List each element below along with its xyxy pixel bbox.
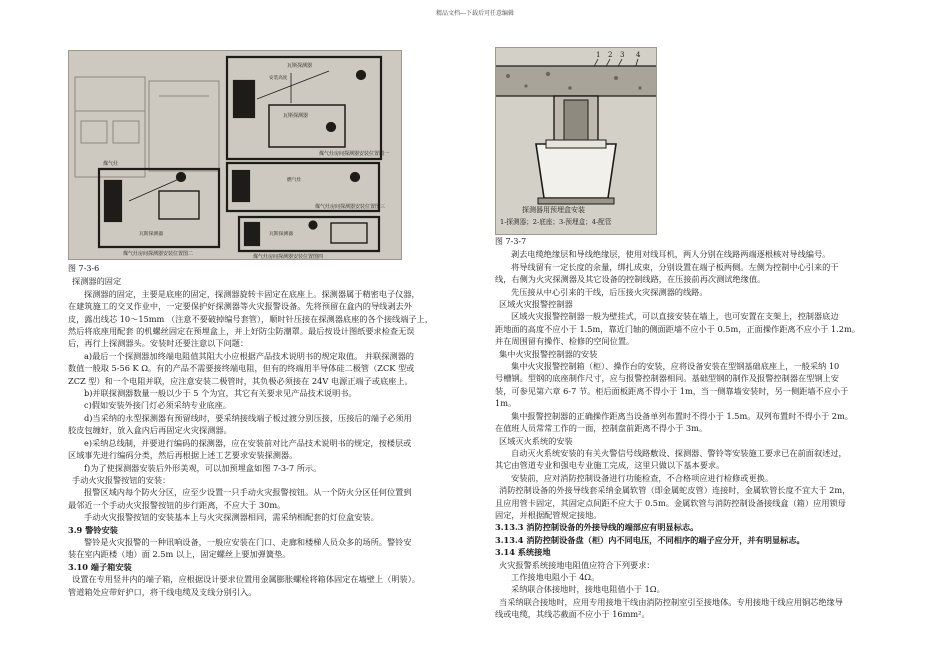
text-line: 固定，并根据配管规定接地。 <box>495 509 602 520</box>
text-line: 后，再行上探测器头。安装时还要注意以下问题： <box>68 338 249 349</box>
text-line: 工作接地电阻小于 4Ω。 <box>511 571 600 582</box>
text-line: 其它由管道专业和强电专业施工完成，这里只做以下基本要求。 <box>495 460 725 471</box>
figure-caption: 图 7-3-7 <box>495 237 527 246</box>
text-line: 数值一般取 5-56 K Ω。有的产品不需要接终端电阻，但有的终端用半导体硅二极管（ZCK 型或 <box>68 363 415 374</box>
figure-detector-embedded-box <box>495 47 657 235</box>
page-header: 精品文档---下载后可任意编辑 <box>435 10 515 17</box>
label-t3: 瓦斯探测器 <box>283 113 309 119</box>
text-line: 集中火灾报警控制箱（柜）、操作台的安装，应将设备安装在型钢基础底座上，一般采纳 10 <box>511 361 840 372</box>
section-heading: 3.13.3 消防控制设备的外接导线的端部应有明显标志。 <box>495 522 699 533</box>
text-line: 区域火灾报警控制器 <box>499 299 573 310</box>
text-line: 报警区域内每个防火分区，应至少设置一只手动火灾报警按钮。从一个防火分区任何位置到 <box>84 487 412 498</box>
callout-4: 4 <box>636 51 641 59</box>
left-text-column <box>68 263 433 598</box>
text-line: 最邻近一个手动火灾报警按钮的步行距离，不应大于 30m。 <box>68 499 286 510</box>
text-line: 手动火灾报警按钮的安装： <box>72 474 171 485</box>
text-line: 1m。 <box>495 398 517 409</box>
text-line: c)假如安装外接门灯必须采纳专业底座。 <box>84 400 231 411</box>
figure-right-legend: 1-探测器；2-底座；3-预埋盒；4-配管 <box>500 218 612 226</box>
text-line: 探测器的固定 <box>72 276 122 287</box>
text-line: 当采纳联合接地时，应用专用接地干线由消防控制室引至接地体。专用接地干线应用铜芯绝缘导 <box>499 596 843 607</box>
text-line: 在值班人员常常工作的一面，控制盘前距离不得小于 3m。 <box>495 423 708 434</box>
text-line: 区域火灾报警控制器一般为壁挂式，可以直接安装在墙上，也可安置在支架上，控制器底边 <box>511 311 839 322</box>
text-line: 集中火灾报警控制器的安装 <box>499 348 598 359</box>
text-line: 皮，露出线芯 10～15mm （注意不要破掉编号套管），顺时针压接在探测器底座的各个接线端子上， <box>68 313 433 324</box>
right-text-column <box>495 236 860 621</box>
figure-caption: 图 7-3-6 <box>68 264 100 273</box>
text-line: 自动灭火系统安装的有关火警信号线路敷设、探测器、警铃等安装施工要求已在前面叙述过， <box>511 447 847 458</box>
text-line: 火灾报警系统接地电阻值应符合下列要求： <box>499 559 655 570</box>
text-line: ZCZ 型）和一个电阻并联，应注意安装二极管时，其负极必须接在 24V 电源正端子或底座上。 <box>68 375 413 386</box>
text-line: a)最后一个探测器加终端电阻值其阻大小应根据产品技术说明书的规定取值。 并联探测器的 <box>84 350 414 361</box>
figure-detector-installation-plans <box>68 50 402 260</box>
text-line: d)当采纳的永型探测器有预留线时，要采纳接线端子板过渡分别压接，压接后的端子必须用 <box>84 412 412 423</box>
text-line: 采纳联合体接地时，接地电阻值小于 1Ω。 <box>511 584 665 595</box>
text-line: 区域灭火系统的安装 <box>499 435 573 446</box>
text-line: 线或电缆，其线芯截面不应小于 16mm²。 <box>495 609 650 620</box>
text-line: 设置在专用竖井内的端子箱，应根据设计要求位置用金属膨胀螺栓将箱体固定在墙壁上（明装）。 <box>72 574 420 585</box>
text-line: 号槽钢。型钢的底座制作尺寸，应与报警控制器相同。基础型钢的制作及报警控制器在型钢上安 <box>495 373 839 384</box>
text-line: 手动火灾报警按钮的安装基本上与火灾探测器相同，需采纳相配套的灯位盒安装。 <box>84 512 379 523</box>
label-t6: 煤气灶 <box>103 161 119 167</box>
text-line: 在建筑施工的交叉作业中，一定要保护好探测器等火灾报警设备。先将预留在盒内的导线剥去外 <box>68 301 412 312</box>
text-line: 装，可参见第六章 6-7 节。柜后面板距离不得小于 1m，当一侧靠墙安装时，另一侧距墙不应小于 <box>495 385 849 396</box>
section-heading: 3.14 系统接地 <box>495 547 551 558</box>
text-line: 警铃是火灾报警的一种讯响设备，一般应安装在门口、走廊和楼梯人员众多的场所。警铃安 <box>84 536 412 547</box>
callout-3: 3 <box>620 51 625 59</box>
text-line: 并在周围留有操作、检修的空间位置。 <box>495 336 635 347</box>
text-line: 胶皮包缠好，放入盒内后再固定火灾探测器。 <box>68 425 232 436</box>
label-t4: 煤气灶房间探测器安装位置图一 <box>319 151 390 157</box>
label-t2: 安装高度 <box>269 76 288 81</box>
text-line: 距地面的高度不应小于 1.5m，靠近门轴的侧面距墙不应小于 0.5m，正面操作距离不应小于 1.2m。 <box>495 323 860 334</box>
label-t5: 煤气灶房间探测器安装位置图三 <box>315 204 386 210</box>
section-heading: 3.13.4 消防控制设备盘（柜）内不同电压，不同相序的端子应分开，并有明显标志。 <box>495 534 805 545</box>
text-line: 先压接从中心引来的干线，后压接火灾探测器的线路。 <box>511 286 708 297</box>
text-line: 将导线留有一定长度的余量，绑扎成束，分别设置在端子板两侧。左侧为控制中心引来的干 <box>511 261 839 272</box>
figure-right-title: 探测器用预埋盒安装 <box>522 206 585 214</box>
text-line: 消防控制设备的外接导线套采纳金属软管（即金属蛇皮管）连接时，金属软管长度不宜大于 2m， <box>499 485 851 496</box>
callout-1: 1 <box>596 51 601 59</box>
text-line: 安装前，应对消防控制设备进行功能检查，不合格项应进行检修或更换。 <box>511 472 774 483</box>
section-heading: 3.9 警铃安装 <box>68 524 118 535</box>
label-t7: 煤气灶房间探测器安装位置图二 <box>123 251 194 257</box>
section-heading: 3.10 端子箱安装 <box>68 561 132 572</box>
text-line: f)为了使探测器安装后外形美观，可以加预埋盒如图 7-3-7 所示。 <box>84 462 322 473</box>
text-line: 且应用管卡固定，其固定点间距不应大于 0.5m。金属软管与消防控制设备接线盒（箱）应用锁母 <box>495 497 846 508</box>
text-line: 探测器的固定，主要是底座的固定，探测器旋转卡固定在底座上。探测器属于精密电子仪器， <box>84 288 420 299</box>
text-line: 线，右侧为火灾探测器及其它设备的控制线路，在压接前再次测试绝缘值。 <box>495 274 766 285</box>
text-line: 区域事先进行编码分类，然后再根据上述工艺要求安装探测器。 <box>68 450 298 461</box>
text-line: 管道箱处应带好护口，将干线电缆及支线分别引入。 <box>68 586 257 597</box>
label-t8: 煤气灶房间探测器安装位置图四 <box>253 254 324 259</box>
callout-2: 2 <box>608 51 613 59</box>
text-line: e)采纳总线制，并要进行编码的探测器，应在安装前对比产品技术说明书的规定，按楼层或 <box>84 437 412 448</box>
text-line: 装在室内距楼（地）面 2.5m 以上，固定螺丝上要加弹簧垫。 <box>68 549 291 560</box>
text-line: 然后将底座用配套 的机螺丝固定在预埋盒上，并上好防尘防潮罩。最后按设计图纸要求检查无误 <box>68 326 415 337</box>
label-t9: 瓦斯探测器 <box>139 232 163 237</box>
text-line: 集中报警控制器的正确操作距离当设备单列布置时不得小于 1.5m。双列布置时不得小于 2m。 <box>511 410 853 421</box>
text-line: b)并联探测器数量一般以少于 5 个为宜，其它有关要求见产品技术说明书。 <box>84 388 357 399</box>
text-line: 剥去电缆绝缘层和导线绝缘层，使用对线耳机，两人分别在线路两端逐根核对导线编号。 <box>511 249 831 260</box>
label-t1: 瓦斯探测器 <box>287 63 313 69</box>
label-t11: 瓦斯探测器 <box>269 232 293 237</box>
label-t10: 燃气灶 <box>287 178 302 183</box>
